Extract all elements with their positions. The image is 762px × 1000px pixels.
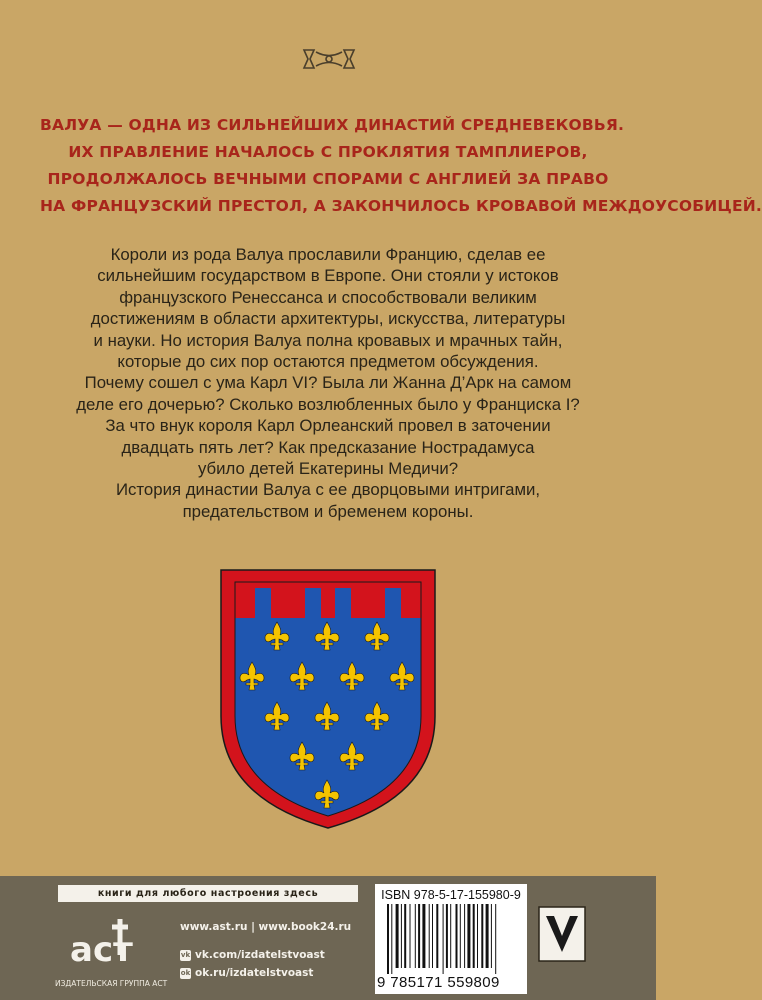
publisher-caption: ИЗДАТЕЛЬСКАЯ ГРУППА АСТ	[55, 979, 168, 988]
body-line: которые до сих пор остаются предметом обсуждения.	[117, 352, 539, 372]
barcode-bar	[446, 904, 448, 968]
barcode-bar	[432, 904, 433, 968]
body-line: За что внук короля Карл Орлеанский провел в заточении	[105, 416, 551, 436]
body-line: История династии Валуа с ее дворцовыми интригами,	[115, 480, 541, 500]
barcode-bar	[391, 904, 392, 974]
contact-links	[180, 918, 351, 982]
vk-link-row[interactable]	[180, 946, 351, 964]
body-line: Короли из рода Валуа прославили Францию, сделав ее	[110, 245, 546, 264]
body-line: Почему сошел с ума Карл VI? Была ли Жанна Д’Арк на самом	[84, 373, 572, 393]
coat-of-arms-shield-icon	[217, 566, 439, 830]
barcode-bar	[491, 904, 492, 968]
isbn-label: ISBN 978-5-17-155980-9	[381, 888, 521, 902]
body-line: деле его дочерью? Сколько возлюбленных было у Франциска I?	[76, 394, 580, 414]
body-line: достижениям в области архитектуры, искусства, литературы	[90, 309, 566, 329]
barcode-bar	[481, 904, 483, 968]
barcode-bar	[404, 904, 406, 968]
barcode-bar	[473, 904, 475, 968]
barcode-icon	[385, 904, 521, 974]
lead-line: ИХ ПРАВЛЕНИЕ НАЧАЛОСЬ С ПРОКЛЯТИЯ ТАМПЛИЕРОВ,	[68, 143, 588, 161]
website-link[interactable]: www.ast.ru | www.book24.ru	[180, 921, 352, 933]
lead-line: ПРОДОЛЖАЛОСЬ ВЕЧНЫМИ СПОРАМИ С АНГЛИЕЙ ЗА ПРАВО	[47, 170, 609, 188]
ok-link[interactable]: ok.ru/izdatelstvoast	[195, 967, 314, 979]
barcode-bar	[429, 904, 430, 968]
ok-link-row[interactable]	[180, 964, 351, 982]
barcode-bar	[495, 904, 496, 974]
barcode-bar	[450, 904, 451, 968]
barcode-digits: 9 785171 559809	[377, 974, 500, 991]
barcode-bar	[456, 904, 458, 968]
body-line: предательством и бременем короны.	[182, 501, 474, 521]
barcode-bar	[443, 904, 444, 974]
vk-link[interactable]: vk.com/izdatelstvoast	[195, 949, 325, 961]
ok-icon: ok	[180, 968, 191, 977]
body-line: убило детей Екатерины Медичи?	[197, 459, 459, 479]
barcode-bar	[477, 904, 478, 968]
tagline-banner: книги для любого настроения здесь	[58, 885, 358, 902]
lead-paragraph	[40, 112, 762, 220]
decorative-ornament-icon	[300, 46, 358, 72]
publisher-footer	[0, 876, 656, 1000]
barcode-bar	[415, 904, 416, 968]
barcode-bar	[418, 904, 420, 968]
body-line: двадцать пять лет? Как предсказание Нострадамуса	[121, 437, 535, 457]
barcode-bar	[401, 904, 402, 968]
barcode-bar	[387, 904, 389, 974]
barcode-bar	[436, 904, 438, 968]
isbn-block	[375, 884, 527, 994]
description-paragraph	[40, 244, 616, 522]
vk-icon: vk	[180, 950, 191, 959]
barcode-bar	[467, 904, 470, 968]
barcode-bar	[422, 904, 425, 968]
body-line: и науки. Но история Валуа полна кровавых и мрачных тайн,	[93, 330, 563, 350]
body-line: французского Ренессанса и способствовали великим	[119, 287, 537, 307]
barcode-bar	[460, 904, 461, 968]
body-line: сильнейшим государством в Европе. Они стояли у истоков	[97, 266, 559, 286]
barcode-bar	[486, 904, 489, 968]
barcode-bar	[396, 904, 399, 968]
barcode-bar	[410, 904, 411, 968]
ast-logo-text: аст	[70, 930, 133, 970]
lead-line: НА ФРАНЦУЗСКИЙ ПРЕСТОЛ, А ЗАКОНЧИЛОСЬ КРОВАВОЙ МЕЖДОУСОБИЦЕЙ.	[40, 197, 762, 215]
lead-line: ВАЛУА — ОДНА ИЗ СИЛЬНЕЙШИХ ДИНАСТИЙ СРЕДНЕВЕКОВЬЯ.	[40, 116, 625, 134]
v-badge-icon	[538, 906, 586, 962]
ast-logo-icon	[68, 915, 134, 971]
barcode-bar	[464, 904, 465, 968]
